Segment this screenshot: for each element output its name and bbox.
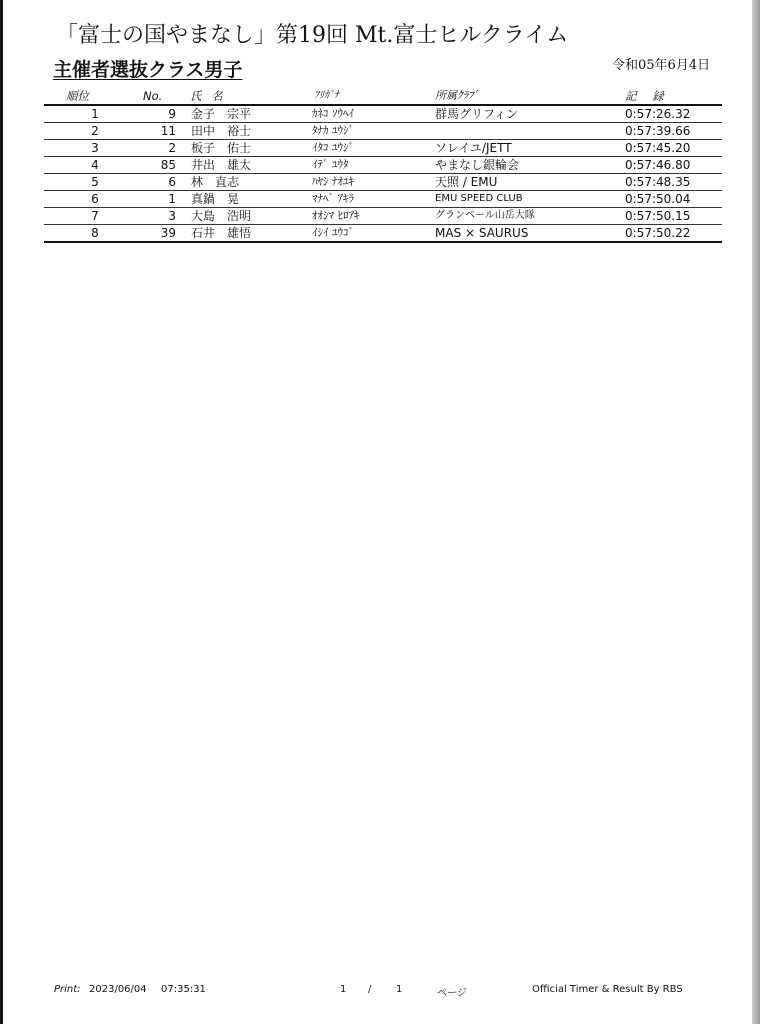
cell-name: 井出 雄太 [191, 158, 252, 172]
cell-rank: 8 [91, 226, 99, 240]
header-rank: 順位 [66, 89, 89, 103]
document-title: 「富士の国やまなし」第19回 Mt.富士ヒルクライム [56, 23, 569, 48]
page-footer [0, 984, 760, 1000]
cell-time: 0:57:46.80 [625, 158, 691, 172]
cell-number: 9 [168, 107, 176, 121]
cell-number: 11 [160, 124, 176, 138]
cell-time: 0:57:50.22 [625, 226, 691, 240]
cell-number: 6 [168, 175, 176, 189]
cell-time: 0:57:26.32 [625, 107, 691, 121]
cell-rank: 7 [91, 209, 99, 223]
table-row [44, 225, 722, 243]
header-name: 氏 名 [190, 89, 226, 103]
timer-credit: Official Timer & Result By RBS [532, 984, 683, 995]
table-header-row [44, 88, 722, 106]
cell-kana: ｲｼｲ ﾕｳｺﾞ [312, 226, 354, 239]
header-time: 記 録 [625, 89, 670, 103]
cell-name: 金子 宗平 [191, 107, 252, 121]
table-row [44, 157, 722, 174]
header-club: 所属ｸﾗﾌﾞ [435, 89, 479, 102]
cell-name: 板子 佑士 [191, 141, 252, 155]
cell-rank: 4 [91, 158, 99, 172]
page-label: ページ [437, 988, 467, 999]
cell-club: ソレイユ/JETT [435, 141, 512, 155]
cell-kana: ｶﾈｺ ｿｳﾍｲ [312, 107, 354, 120]
table-row [44, 174, 722, 191]
cell-name: 大島 浩明 [191, 209, 252, 223]
cell-time: 0:57:39.66 [625, 124, 691, 138]
page-separator: / [368, 984, 372, 995]
cell-club: グランペール山岳大隊 [435, 210, 535, 221]
cell-rank: 6 [91, 192, 99, 206]
cell-club: 群馬グリフィン [435, 107, 519, 121]
cell-time: 0:57:48.35 [625, 175, 691, 189]
table-row [44, 106, 722, 123]
table-row [44, 191, 722, 208]
cell-kana: ﾀﾅｶ ﾕｳｼﾞ [312, 124, 354, 137]
event-date: 令和05年6月4日 [612, 58, 711, 73]
cell-name: 林 直志 [191, 175, 240, 189]
cell-club: MAS × SAURUS [435, 226, 529, 240]
cell-name: 真鍋 晃 [191, 192, 240, 206]
cell-number: 1 [168, 192, 176, 206]
cell-number: 3 [168, 209, 176, 223]
cell-kana: ｵｵｼﾏ ﾋﾛｱｷ [312, 209, 360, 222]
cell-time: 0:57:50.04 [625, 192, 691, 206]
cell-time: 0:57:45.20 [625, 141, 691, 155]
page-total: 1 [396, 984, 403, 995]
scrollbar-edge[interactable] [752, 0, 760, 1024]
page-number: 1 [340, 984, 347, 995]
header-number: No. [143, 89, 163, 103]
print-date: 2023/06/04 [89, 984, 147, 995]
cell-number: 39 [160, 226, 176, 240]
header-kana: ﾌﾘｶﾞﾅ [314, 90, 339, 101]
cell-rank: 2 [91, 124, 99, 138]
cell-rank: 5 [91, 175, 99, 189]
cell-kana: ﾊﾔｼ ﾅｵﾕｷ [312, 175, 354, 188]
cell-club: やまなし銀輪会 [435, 158, 520, 172]
cell-rank: 1 [91, 107, 99, 121]
cell-rank: 3 [91, 141, 99, 155]
print-label: Print: [54, 984, 81, 995]
cell-number: 2 [168, 141, 176, 155]
print-time: 07:35:31 [161, 984, 206, 995]
cell-name: 石井 雄悟 [191, 226, 252, 240]
cell-club: EMU SPEED CLUB [435, 193, 523, 204]
cell-club: 天照 / EMU [435, 175, 498, 189]
table-row [44, 140, 722, 157]
cell-kana: ﾏﾅﾍﾞ ｱｷﾗ [312, 192, 354, 205]
cell-kana: ｲﾀｺ ﾕｳｼﾞ [312, 141, 354, 154]
cell-kana: ｲﾃﾞ ﾕｳﾀ [312, 158, 349, 171]
page-left-edge [0, 0, 3, 1024]
table-row [44, 123, 722, 140]
class-title: 主催者選抜クラス男子 [53, 59, 243, 81]
cell-time: 0:57:50.15 [625, 209, 691, 223]
results-table [44, 88, 722, 243]
cell-name: 田中 裕士 [191, 124, 252, 138]
table-row [44, 208, 722, 225]
cell-number: 85 [160, 158, 176, 172]
